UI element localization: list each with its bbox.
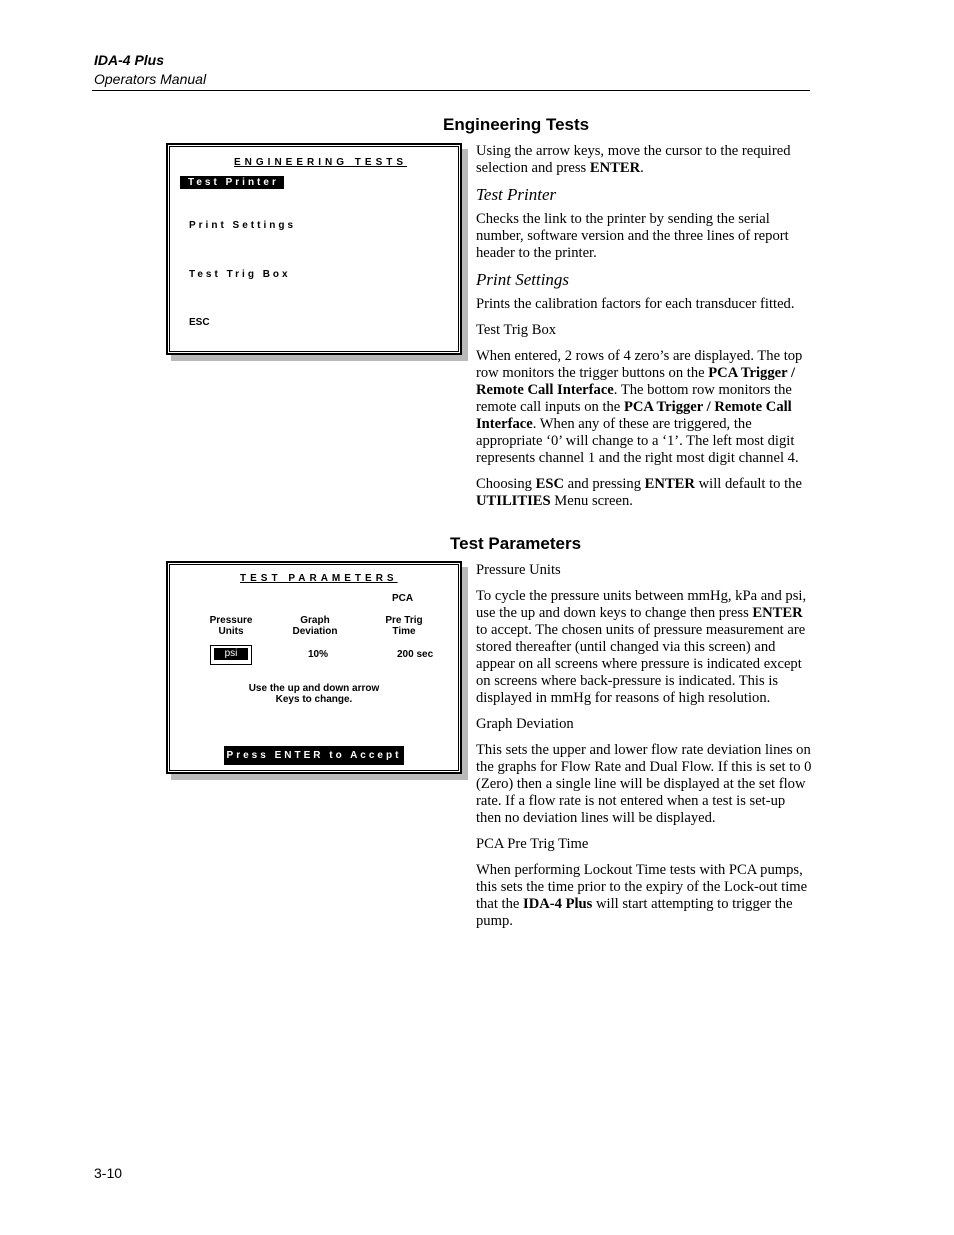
pca-label: PCA [392, 593, 414, 604]
graph-deviation-value[interactable]: 10% [308, 649, 329, 660]
pca-pre-trig-time-text: When performing Lockout Time tests with PCA pumps, this sets the time prior to the expiry of the Lock-out time that the IDA-4 Plus will start attempting to trigger the pump. [476, 862, 808, 929]
page-number: 3-10 [94, 1165, 123, 1181]
subheading-pressure-units: Pressure Units [476, 562, 561, 578]
instruction-text: Use the up and down arrow Keys to change. [248, 683, 380, 705]
screen-title: TEST PARAMETERS [240, 573, 398, 584]
intro-paragraph: Using the arrow keys, move the cursor to the required selection and press ENTER. [476, 143, 791, 176]
header-rule [92, 90, 810, 91]
subheading-test-printer: Test Printer [476, 185, 557, 204]
pressure-units-value: psi [214, 648, 248, 660]
engineering-tests-heading: Engineering Tests [443, 115, 590, 134]
esc-text: Choosing ESC and pressing ENTER will default to the UTILITIES Menu screen. [476, 476, 802, 509]
screen-title: ENGINEERING TESTS [234, 157, 408, 168]
test-parameters-screen [166, 561, 462, 774]
subheading-test-trig-box: Test Trig Box [476, 322, 557, 338]
doc-subtitle: Operators Manual [94, 71, 207, 87]
pre-trig-time-label: Pre Trig Time [385, 615, 423, 637]
press-enter-button[interactable]: Press ENTER to Accept [224, 746, 404, 765]
menu-item-test-printer[interactable]: Test Printer [180, 176, 284, 189]
menu-item-print-settings[interactable]: Print Settings [189, 220, 297, 231]
pressure-units-field[interactable] [210, 645, 252, 665]
pressure-units-text: To cycle the pressure units between mmHg, kPa and psi, use the up and down keys to change then press ENTER to accept. The chosen units of pressure measurement are stored thereafter (until changed via this screen) and appear on all screens where pressure is indicated except on screens where back-pressure is indicated. This is displayed in mmHg for reasons of high resolution. [476, 588, 807, 706]
doc-title: IDA-4 Plus [94, 52, 165, 68]
test-trig-box-text: When entered, 2 rows of 4 zero’s are displayed. The top row monitors the trigger buttons on the PCA Trigger / Remote Call Interface. The bottom row monitors the remote call inputs on the PCA Trigger / Remote Call Interface. When any of these are triggered, the appropriate ‘0’ will change to a ‘1’. The left most digit represents channel 1 and the right most digit channel 4. [476, 348, 803, 466]
menu-item-test-trig-box[interactable]: Test Trig Box [189, 269, 291, 280]
pre-trig-time-value[interactable]: 200 sec [397, 649, 434, 660]
subheading-graph-deviation: Graph Deviation [476, 716, 574, 732]
print-settings-text: Prints the calibration factors for each transducer fitted. [476, 296, 795, 312]
engineering-tests-screen [166, 143, 462, 355]
subheading-print-settings: Print Settings [476, 270, 570, 289]
test-parameters-heading: Test Parameters [450, 534, 582, 553]
subheading-pca-pre-trig-time: PCA Pre Trig Time [476, 836, 589, 852]
menu-item-esc[interactable]: ESC [189, 317, 210, 328]
pressure-units-label: Pressure Units [209, 615, 253, 637]
test-parameters-text [476, 562, 812, 930]
graph-deviation-text: This sets the upper and lower flow rate deviation lines on the graphs for Flow Rate and Dual Flow. If this is set to 0 (Zero) then a single line will be displayed at the set flow rate. If a flow rate is not entered when a test is set-up then no deviation lines will be displayed. [476, 742, 812, 826]
graph-deviation-label: Graph Deviation [292, 615, 338, 637]
engineering-tests-text [476, 143, 812, 510]
test-printer-text: Checks the link to the printer by sending the serial number, software version and the three lines of report header to the printer. [476, 211, 789, 261]
